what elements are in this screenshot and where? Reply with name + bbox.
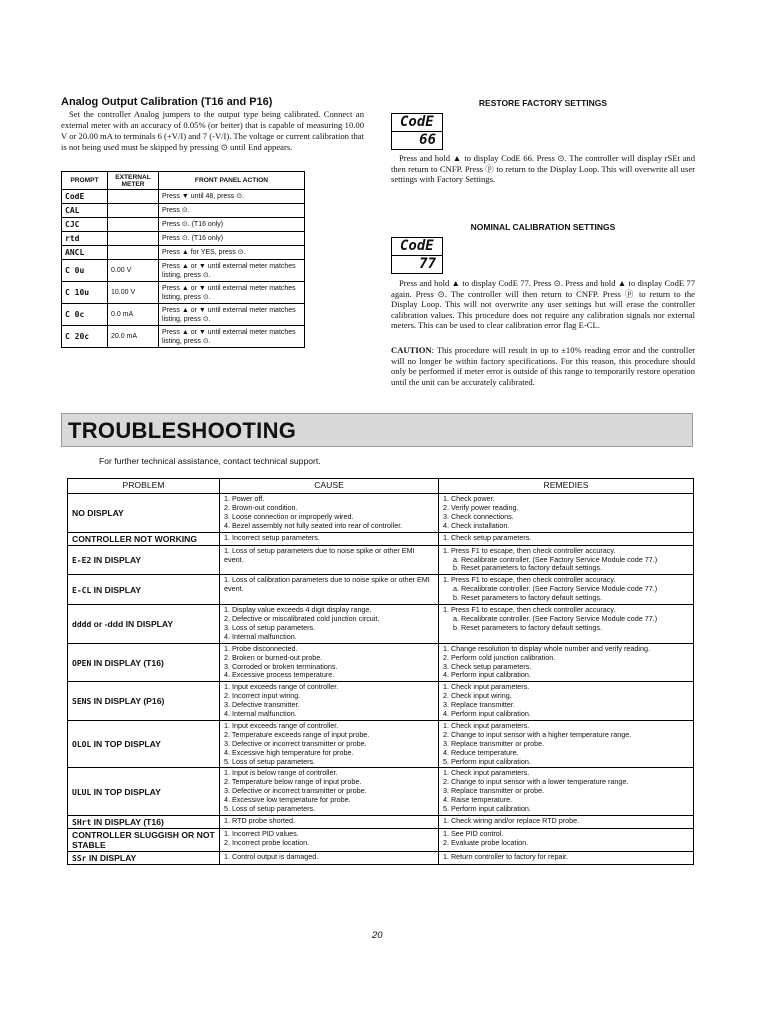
remedy-line: 1. See PID control. bbox=[443, 829, 504, 838]
problem-text: IN DISPLAY bbox=[86, 853, 137, 863]
remedy-line: 3. Replace transmitter or probe. bbox=[443, 738, 545, 748]
troubleshooting-subtitle: For further technical assistance, contact technical support. bbox=[99, 456, 321, 466]
prompt-cell: C 10u bbox=[62, 282, 108, 304]
remedy-line: 1. Press F1 to escape, then check controller accuracy. bbox=[443, 545, 616, 555]
cause-line: 2. Broken or burned-out probe. bbox=[224, 652, 323, 662]
cause-cell bbox=[220, 643, 439, 682]
meter-cell bbox=[108, 246, 159, 260]
meter-cell: 0.00 V bbox=[108, 260, 159, 282]
cause-line: 4. Excessive process temperature. bbox=[224, 670, 335, 680]
remedy-line: 4. Raise temperature. bbox=[443, 795, 513, 805]
header-external-meter: EXTERNAL METER bbox=[108, 172, 159, 190]
remedy-line: a. Recalibrate controller. (See Factory Service Module code 77.) bbox=[453, 554, 658, 564]
cause-cell bbox=[220, 532, 439, 545]
cause-line: 1. Control output is damaged. bbox=[224, 852, 319, 861]
action-cell: Press ⊙. (T16 only) bbox=[159, 232, 305, 246]
lcd-bottom-line: 77 bbox=[419, 256, 436, 272]
table-row bbox=[62, 218, 305, 232]
caution-text: : This procedure will result in up to ±10% reading error and the controller will no longer be within factory specifications. For this reason, this procedure should only be performed if meter error is outside of this range to temporarily restore operation until the unit can be accurately calibrated. bbox=[391, 345, 695, 387]
remedies-cell bbox=[439, 816, 694, 829]
table-row bbox=[62, 282, 305, 304]
remedy-line: 3. Replace transmitter. bbox=[443, 700, 515, 710]
table-row bbox=[68, 852, 694, 865]
remedy-line: 4. Reduce temperature. bbox=[443, 747, 519, 757]
action-cell: Press ▲ or ▼ until external meter matches listing, press ⊙. bbox=[159, 326, 305, 348]
table-row bbox=[62, 232, 305, 246]
remedy-line: 1. Check setup parameters. bbox=[443, 532, 532, 542]
lcd-bottom-line: 66 bbox=[419, 132, 436, 148]
cause-line: 3. Defective transmitter. bbox=[224, 700, 300, 710]
cause-cell bbox=[220, 494, 439, 533]
action-cell: Press ⊙. (T16 only) bbox=[159, 218, 305, 232]
table-row bbox=[62, 260, 305, 282]
remedy-line: 5. Perform input calibration. bbox=[443, 804, 531, 814]
cause-cell bbox=[220, 545, 439, 575]
remedies-cell bbox=[439, 768, 694, 816]
prompt-cell: C 20c bbox=[62, 326, 108, 348]
table-row bbox=[62, 204, 305, 218]
troubleshooting-table bbox=[67, 478, 694, 865]
cause-line: 3. Loose connection or improperly wired. bbox=[224, 511, 354, 521]
problem-text: IN DISPLAY bbox=[91, 584, 142, 595]
table-row bbox=[68, 816, 694, 829]
prompt-cell: ANCL bbox=[62, 246, 108, 260]
lcd-top-line: CodE bbox=[392, 238, 442, 256]
cause-line: 1. Incorrect setup parameters. bbox=[224, 532, 320, 542]
table-row bbox=[68, 768, 694, 816]
meter-cell: 10.00 V bbox=[108, 282, 159, 304]
remedy-line: 4. Perform input calibration. bbox=[443, 709, 531, 719]
cause-line: 3. Corroded or broken terminations. bbox=[224, 661, 338, 671]
problem-text: IN TOP DISPLAY bbox=[91, 739, 161, 750]
problem-text: IN DISPLAY bbox=[91, 554, 142, 565]
remedies-cell bbox=[439, 532, 694, 545]
meter-cell bbox=[108, 232, 159, 246]
nominal-lcd-display bbox=[391, 237, 443, 274]
table-row bbox=[62, 246, 305, 260]
cause-line: 4. Excessive high temperature for probe. bbox=[224, 747, 354, 757]
remedies-cell bbox=[439, 829, 694, 852]
problem-cell bbox=[68, 494, 220, 533]
remedy-line: 3. Check setup parameters. bbox=[443, 661, 532, 671]
problem-cell bbox=[68, 768, 220, 816]
cause-cell bbox=[220, 852, 439, 865]
action-cell: Press ▲ or ▼ until external meter matches listing, press ⊙. bbox=[159, 282, 305, 304]
remedy-line: 1. Check wiring and/or replace RTD probe. bbox=[443, 816, 580, 825]
remedies-cell bbox=[439, 494, 694, 533]
cause-cell bbox=[220, 605, 439, 644]
problem-text: CONTROLLER NOT WORKING bbox=[72, 533, 198, 544]
cause-line: 2. Defective or miscalibrated cold junction circuit. bbox=[224, 613, 380, 623]
remedy-line: 1. Return controller to factory for repair. bbox=[443, 852, 569, 861]
remedy-line: b. Reset parameters to factory default settings. bbox=[453, 563, 603, 573]
problem-cell bbox=[68, 816, 220, 829]
header-cause: CAUSE bbox=[220, 479, 439, 494]
troubleshooting-banner bbox=[61, 413, 693, 447]
nominal-calibration-title: NOMINAL CALIBRATION SETTINGS bbox=[470, 222, 616, 232]
remedy-line: 2. Check input wiring. bbox=[443, 691, 512, 701]
cause-line: 1. Loss of setup parameters due to noise spike or other EMI event. bbox=[224, 545, 415, 564]
prompt-cell: rtd bbox=[62, 232, 108, 246]
analog-calibration-title: Analog Output Calibration (T16 and P16) bbox=[61, 96, 273, 108]
table-row bbox=[68, 494, 694, 533]
troubleshooting-table-header bbox=[68, 479, 694, 494]
remedy-line: 2. Change to input sensor with a lower temperature range. bbox=[443, 777, 629, 787]
cause-line: 3. Loss of setup parameters. bbox=[224, 622, 316, 632]
table-row bbox=[68, 682, 694, 721]
display-code: E-CL bbox=[72, 585, 92, 595]
remedy-line: a. Recalibrate controller. (See Factory Service Module code 77.) bbox=[453, 613, 658, 623]
remedy-line: 1. Check input parameters. bbox=[443, 768, 530, 778]
header-problem: PROBLEM bbox=[68, 479, 220, 494]
meter-cell bbox=[108, 190, 159, 204]
page-number: 20 bbox=[372, 930, 383, 941]
cause-line: 1. Input exceeds range of controller. bbox=[224, 720, 339, 730]
problem-cell bbox=[68, 720, 220, 768]
remedy-line: 1. Check input parameters. bbox=[443, 720, 530, 730]
cause-line: 2. Incorrect input wiring. bbox=[224, 691, 301, 701]
table-row bbox=[68, 643, 694, 682]
problem-text: IN TOP DISPLAY bbox=[91, 786, 161, 797]
remedy-line: 1. Check input parameters. bbox=[443, 682, 530, 692]
cause-line: 4. Excessive low temperature for probe. bbox=[224, 795, 351, 805]
cause-cell bbox=[220, 575, 439, 605]
cause-line: 1. Display value exceeds 4 digit display range. bbox=[224, 605, 372, 615]
caution-paragraph bbox=[391, 345, 695, 387]
cause-line: 3. Defective or incorrect transmitter or probe. bbox=[224, 786, 367, 796]
remedy-line: 1. Press F1 to escape, then check controller accuracy. bbox=[443, 575, 616, 585]
problem-cell bbox=[68, 532, 220, 545]
remedy-line: 4. Perform input calibration. bbox=[443, 670, 531, 680]
problem-cell bbox=[68, 545, 220, 575]
cause-line: 4. Internal malfunction. bbox=[224, 631, 297, 641]
meter-cell: 0.0 mA bbox=[108, 304, 159, 326]
prompt-cell: CodE bbox=[62, 190, 108, 204]
meter-cell bbox=[108, 218, 159, 232]
remedy-line: 2. Change to input sensor with a higher temperature range. bbox=[443, 729, 632, 739]
cause-line: 3. Defective or incorrect transmitter or probe. bbox=[224, 738, 367, 748]
remedy-line: 1. Check power. bbox=[443, 494, 495, 503]
cause-line: 1. RTD probe shorted. bbox=[224, 816, 295, 825]
remedy-line: 4. Check installation. bbox=[443, 520, 510, 530]
action-cell: Press ▲ or ▼ until external meter matches listing, press ⊙. bbox=[159, 304, 305, 326]
remedies-cell bbox=[439, 545, 694, 575]
display-code: SENS bbox=[72, 697, 92, 707]
problem-cell bbox=[68, 829, 220, 852]
cause-line: 2. Temperature exceeds range of input probe. bbox=[224, 729, 370, 739]
header-prompt: PROMPT bbox=[62, 172, 108, 190]
action-cell: Press ▲ for YES, press ⊙. bbox=[159, 246, 305, 260]
remedy-line: 2. Verify power reading. bbox=[443, 502, 519, 512]
display-code: OLOL bbox=[72, 740, 92, 750]
problem-text: IN DISPLAY (P16) bbox=[91, 696, 165, 707]
remedies-cell bbox=[439, 852, 694, 865]
problem-text: CONTROLLER SLUGGISH OR NOT STABLE bbox=[72, 830, 215, 850]
cause-line: 1. Power off. bbox=[224, 494, 265, 503]
remedies-cell bbox=[439, 682, 694, 721]
meter-cell bbox=[108, 204, 159, 218]
cause-line: 1. Input is below range of controller. bbox=[224, 768, 338, 778]
problem-cell bbox=[68, 605, 220, 644]
cause-cell bbox=[220, 682, 439, 721]
prompt-cell: CJC bbox=[62, 218, 108, 232]
table-row bbox=[68, 532, 694, 545]
display-code: ULUL bbox=[72, 787, 92, 797]
header-front-panel-action: FRONT PANEL ACTION bbox=[159, 172, 305, 190]
table-row bbox=[68, 829, 694, 852]
cause-line: 2. Brown-out condition. bbox=[224, 502, 298, 512]
problem-text: IN DISPLAY (T16) bbox=[91, 657, 164, 668]
cause-line: 1. Incorrect PID values. bbox=[224, 829, 299, 838]
calibration-table bbox=[61, 171, 305, 348]
display-code: OPEN bbox=[72, 658, 92, 668]
calibration-table-header bbox=[62, 172, 305, 190]
table-row bbox=[68, 720, 694, 768]
remedy-line: 2. Evaluate probe location. bbox=[443, 837, 529, 847]
cause-line: 1. Probe disconnected. bbox=[224, 643, 298, 653]
problem-text: NO DISPLAY bbox=[72, 507, 124, 518]
remedy-line: 1. Change resolution to display whole number and verify reading. bbox=[443, 643, 650, 653]
cause-cell bbox=[220, 768, 439, 816]
remedy-line: 3. Replace transmitter or probe. bbox=[443, 786, 545, 796]
cause-line: 2. Temperature below range of input probe. bbox=[224, 777, 362, 787]
cause-cell bbox=[220, 720, 439, 768]
table-row bbox=[62, 326, 305, 348]
prompt-cell: C 0c bbox=[62, 304, 108, 326]
restore-factory-title: RESTORE FACTORY SETTINGS bbox=[478, 98, 608, 108]
remedy-line: 3. Check connections. bbox=[443, 511, 514, 521]
cause-line: 1. Input exceeds range of controller. bbox=[224, 682, 339, 692]
cause-line: 2. Incorrect probe location. bbox=[224, 837, 310, 847]
action-cell: Press ⊙. bbox=[159, 204, 305, 218]
lcd-top-line: CodE bbox=[392, 114, 442, 132]
display-code: dddd bbox=[72, 619, 92, 629]
remedy-line: b. Reset parameters to factory default settings. bbox=[453, 593, 603, 603]
problem-cell bbox=[68, 575, 220, 605]
restore-factory-paragraph: Press and hold ▲ to display CodE 66. Press ⊙. The controller will display rSEt and then return to CNFP. Press ⓟ to return to the Display Loop. This will overwrite all user settings with Factory Settings. bbox=[391, 153, 695, 184]
troubleshooting-title: TROUBLESHOOTING bbox=[68, 418, 297, 443]
action-cell: Press ▼ until 48, press ⊙. bbox=[159, 190, 305, 204]
cause-line: 4. Bezel assembly not fully seated into rear of controller. bbox=[224, 520, 403, 530]
table-row bbox=[68, 605, 694, 644]
table-row bbox=[68, 545, 694, 575]
meter-cell: 20.0 mA bbox=[108, 326, 159, 348]
remedies-cell bbox=[439, 605, 694, 644]
caution-label: CAUTION bbox=[391, 345, 432, 355]
analog-calibration-paragraph: Set the controller Analog jumpers to the output type being calibrated. Connect an external meter with an accuracy of 0.05% (or better) that is capable of measuring 10.00 V or 20.00 mA to terminals 6 (+V/I) and 7 (-V/I). The voltage or current calibration that is not being used must be skipped by pressing ⊙ until End appears. bbox=[61, 109, 364, 152]
problem-cell bbox=[68, 852, 220, 865]
problem-text: or -ddd IN DISPLAY bbox=[91, 618, 174, 629]
problem-cell bbox=[68, 643, 220, 682]
cause-line: 4. Internal malfunction. bbox=[224, 709, 297, 719]
remedies-cell bbox=[439, 575, 694, 605]
header-remedies: REMEDIES bbox=[439, 479, 694, 494]
display-code: SSr bbox=[72, 854, 87, 863]
remedy-line: 2. Perform cold junction calibration. bbox=[443, 652, 556, 662]
problem-cell bbox=[68, 682, 220, 721]
problem-text: IN DISPLAY (T16) bbox=[91, 817, 164, 827]
action-cell: Press ▲ or ▼ until external meter matches listing, press ⊙. bbox=[159, 260, 305, 282]
table-row bbox=[68, 575, 694, 605]
nominal-calibration-paragraph: Press and hold ▲ to display CodE 77. Press ⊙. Press and hold ▲ to display CodE 77 again. Press ⊙. The controller will then return to CNFP. Press ⓟ to return to the Display Loop. This will not overwrite any user settings but will erase the controller calibration values. This procedure does not require any calibration signals nor external meters. This can be used to clear calibration error flag E-CL. bbox=[391, 278, 695, 330]
display-code: SHrt bbox=[72, 818, 92, 827]
remedy-line: 5. Perform input calibration. bbox=[443, 756, 531, 766]
remedies-cell bbox=[439, 643, 694, 682]
table-row bbox=[62, 190, 305, 204]
table-row bbox=[62, 304, 305, 326]
remedies-cell bbox=[439, 720, 694, 768]
cause-cell bbox=[220, 816, 439, 829]
cause-line: 5. Loss of setup parameters. bbox=[224, 756, 316, 766]
prompt-cell: C 0u bbox=[62, 260, 108, 282]
cause-line: 1. Loss of calibration parameters due to noise spike or other EMI event. bbox=[224, 575, 430, 594]
cause-cell bbox=[220, 829, 439, 852]
remedy-line: 1. Press F1 to escape, then check controller accuracy. bbox=[443, 605, 616, 615]
prompt-cell: CAL bbox=[62, 204, 108, 218]
remedy-line: b. Reset parameters to factory default settings. bbox=[453, 622, 603, 632]
remedy-line: a. Recalibrate controller. (See Factory Service Module code 77.) bbox=[453, 584, 658, 594]
cause-line: 5. Loss of setup parameters. bbox=[224, 804, 316, 814]
restore-lcd-display bbox=[391, 113, 443, 150]
display-code: E-E2 bbox=[72, 555, 92, 565]
